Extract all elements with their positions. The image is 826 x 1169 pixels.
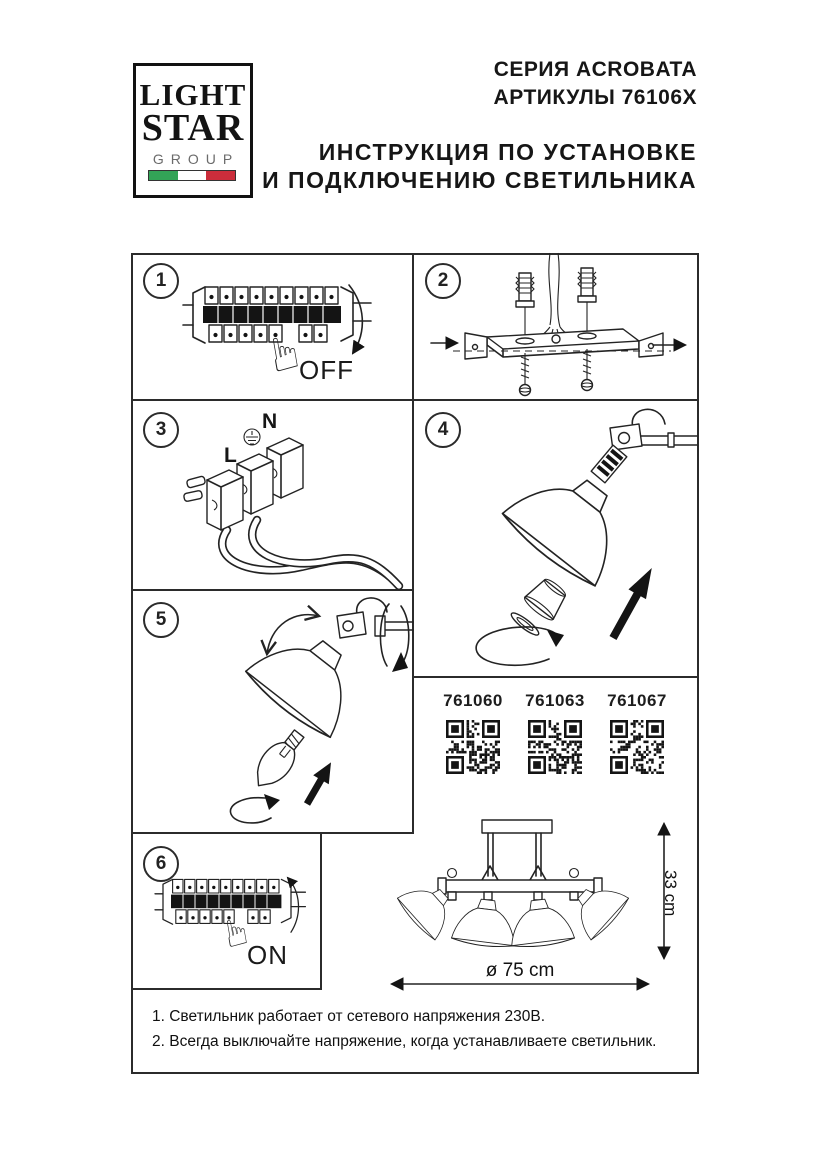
step-4-panel xyxy=(413,400,697,677)
step-number-badge: 5 xyxy=(143,602,179,638)
wall-plug xyxy=(516,273,534,339)
diameter-dimension-label: ø 75 cm xyxy=(485,960,555,981)
qr-article-number: 761063 xyxy=(525,691,585,710)
wall-plug xyxy=(578,268,596,335)
title-line-2: И ПОДКЛЮЧЕНИЮ СВЕТИЛЬНИКА xyxy=(262,167,697,193)
earth-symbol xyxy=(244,429,260,445)
step-2-panel xyxy=(413,253,697,400)
flag-green xyxy=(149,171,178,180)
pivot-joint xyxy=(619,433,630,444)
neutral-label: N xyxy=(262,410,278,433)
logo-word-group: GROUP xyxy=(152,151,240,167)
on-direction-arrow xyxy=(288,878,299,932)
note-line-1: 1. Светильник работает от сетевого напряжения 230В. xyxy=(152,1008,546,1025)
series-name: СЕРИЯ ACROBATA xyxy=(493,58,697,81)
lightstar-logo xyxy=(133,63,253,198)
logo-word-star: STAR xyxy=(141,107,245,149)
qr-code xyxy=(513,720,597,779)
qr-code xyxy=(431,720,515,779)
rotate-ellipse-arrow xyxy=(230,798,271,823)
note-line-2: 2. Всегда выключайте напряжение, когда устанавливаете светильник. xyxy=(152,1033,657,1050)
shade-assembly-diagram xyxy=(413,400,697,677)
page-title xyxy=(262,138,697,194)
step-number-badge: 3 xyxy=(143,412,179,448)
step-number-badge: 1 xyxy=(143,263,179,299)
logo-word-light: LIGHT xyxy=(139,77,247,112)
step-number-badge: 6 xyxy=(143,846,179,882)
on-label: ON xyxy=(247,940,288,970)
insert-direction-arrow xyxy=(604,563,660,643)
qr-item xyxy=(431,691,515,779)
rods xyxy=(488,833,541,876)
lamp-shade xyxy=(507,896,575,949)
lamp-shade xyxy=(451,896,519,949)
screw xyxy=(582,349,593,391)
qr-item xyxy=(513,691,597,779)
breaker-on-diagram xyxy=(155,868,331,970)
screw xyxy=(520,353,531,396)
qr-article-number: 761067 xyxy=(607,691,667,710)
instruction-sheet: ☞ LIGHT STAR GROUP СЕРИЯ ACROBATA АРТИКУЛЫ 76106X ИНСТРУКЦИЯ ПО УСТАНОВКЕ И ПОДКЛЮЧЕНИЮ СВЕТИЛЬНИКА 1 OFF 2 3 N L 4 5 6 ON 761060 761063 761067 ø 75 cm 33 cm 1. Светильник работает от сетевого напряжения 230В. 2. Всегда выключайте напряжение, когда устанавливаете светильник. xyxy=(0,0,826,1169)
qr-codes-section xyxy=(413,677,697,833)
step-6-panel xyxy=(131,834,320,988)
title-line-1: ИНСТРУКЦИЯ ПО УСТАНОВКЕ xyxy=(318,139,697,165)
article-numbers: АРТИКУЛЫ 76106X xyxy=(493,86,697,109)
series-header xyxy=(494,56,697,112)
bulb-install-diagram xyxy=(131,590,413,833)
socket-sleeve xyxy=(522,574,571,623)
pivot-joint xyxy=(343,621,353,631)
ceiling-plate xyxy=(482,820,552,833)
rotate-ellipse-arrow xyxy=(476,627,559,665)
flag-white xyxy=(178,171,207,180)
live-label: L xyxy=(224,444,237,467)
qr-item xyxy=(595,691,679,779)
off-direction-arrow xyxy=(349,285,362,353)
cross-bar xyxy=(446,880,594,892)
qr-code xyxy=(595,720,679,779)
step-number-badge: 4 xyxy=(425,412,461,448)
off-label: OFF xyxy=(299,355,354,385)
italian-flag-bar xyxy=(148,170,236,181)
tilt-adjust-arrow xyxy=(267,615,319,654)
retaining-ring xyxy=(509,610,541,638)
cable xyxy=(252,520,399,586)
step-3-panel xyxy=(131,400,413,590)
bracket-mounting-diagram xyxy=(413,253,697,400)
height-dimension-label: 33 cm xyxy=(661,870,680,917)
safety-notes xyxy=(152,1004,656,1054)
flag-red xyxy=(206,171,235,180)
candle-bulb xyxy=(247,725,311,795)
threaded-coupling xyxy=(591,445,627,483)
terminal-wiring-diagram xyxy=(131,400,413,590)
step-5-panel xyxy=(131,590,413,833)
breaker-off-diagram xyxy=(183,273,403,400)
mounting-bracket xyxy=(453,329,671,359)
terminal-block xyxy=(207,470,243,530)
step-1-panel xyxy=(131,253,413,400)
step-number-badge: 2 xyxy=(425,263,461,299)
qr-article-number: 761060 xyxy=(443,691,503,710)
lamp-shade xyxy=(498,452,643,591)
insert-direction-arrow xyxy=(299,758,339,809)
